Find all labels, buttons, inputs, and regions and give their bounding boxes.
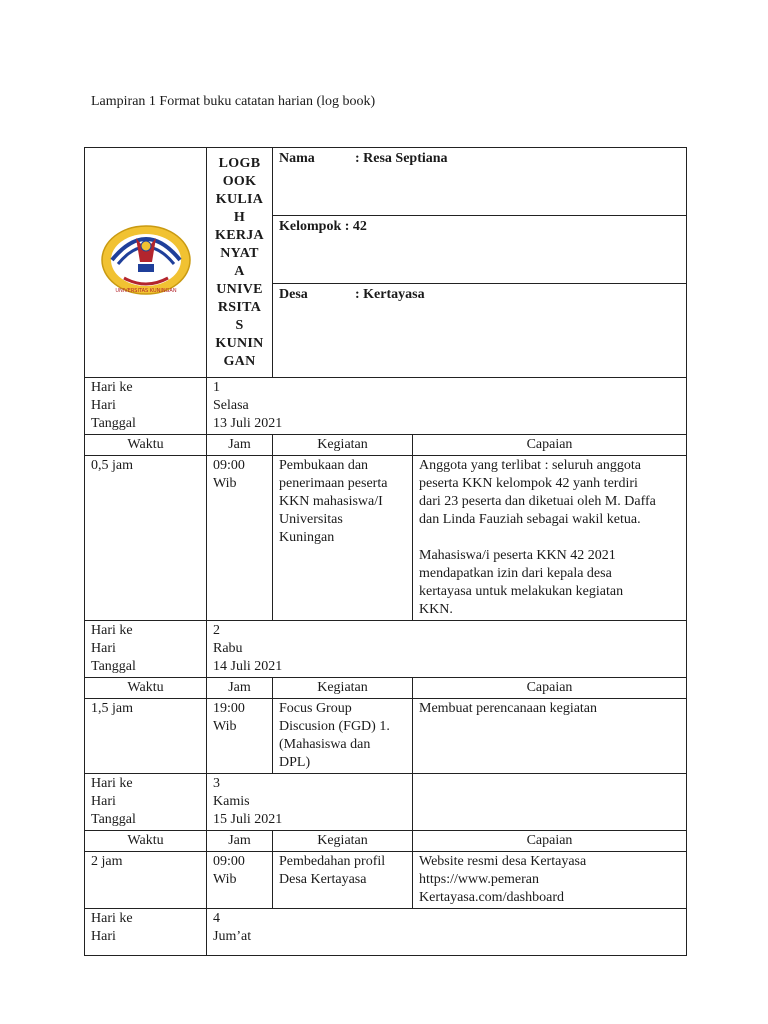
day-values: 4 Jum’at: [207, 909, 687, 956]
kelompok-label: Kelompok: [279, 219, 342, 234]
desa-value: : Kertayasa: [355, 287, 425, 302]
capaian-header: Capaian: [413, 435, 687, 456]
logo-ring-text: UNIVERSITAS KUNINGAN: [114, 287, 177, 294]
nama-value: : Resa Septiana: [355, 151, 448, 166]
column-header-row: [85, 678, 687, 699]
day-row: [85, 378, 687, 435]
day-labels: Hari ke Hari: [85, 909, 207, 956]
activity-row: [85, 852, 687, 909]
day-row: [85, 909, 687, 956]
waktu-value: 2 jam: [85, 852, 207, 909]
kegiatan-value: Pembukaan dan penerimaan peserta KKN mahasiswa/I Universitas Kuningan: [273, 456, 413, 621]
day-row: [85, 774, 687, 831]
desa-label: Desa: [279, 287, 308, 302]
activity-row: [85, 456, 687, 621]
desa-field: [273, 284, 687, 378]
capaian-header: Capaian: [413, 831, 687, 852]
capaian-header: Capaian: [413, 678, 687, 699]
day-values: 3 Kamis 15 Juli 2021: [207, 774, 413, 831]
day-values: 2 Rabu 14 Juli 2021: [207, 621, 687, 678]
jam-value: 19:00 Wib: [207, 699, 273, 774]
university-logo-cell: [85, 148, 207, 378]
day-labels: Hari ke Hari Tanggal: [85, 378, 207, 435]
kegiatan-header: Kegiatan: [273, 435, 413, 456]
jam-header: Jam: [207, 678, 273, 699]
waktu-header: Waktu: [85, 678, 207, 699]
kelompok-value: : 42: [344, 219, 367, 234]
capaian-value: Anggota yang terlibat : seluruh anggota peserta KKN kelompok 42 yanh terdiri dari 23 peserta dan diketuai oleh M. Daffa dan Linda Fauziah sebagai wakil ketua. Mahasiswa/i peserta KKN 42 2021 mendapatkan izin dari kepala desa kertayasa untuk melakukan kegiatan KKN.: [413, 456, 687, 621]
jam-header: Jam: [207, 435, 273, 456]
kegiatan-value: Focus Group Discusion (FGD) 1. (Mahasiswa dan DPL): [273, 699, 413, 774]
jam-value: 09:00 Wib: [207, 456, 273, 621]
logbook-title: LOGB OOK KULIA H KERJA NYAT A UNIVE RSITA S KUNIN GAN: [207, 148, 273, 378]
kegiatan-header: Kegiatan: [273, 678, 413, 699]
nama-field: [273, 148, 687, 216]
day-row: [85, 621, 687, 678]
kegiatan-value: Pembedahan profil Desa Kertayasa: [273, 852, 413, 909]
jam-value: 09:00 Wib: [207, 852, 273, 909]
university-logo: [94, 220, 198, 300]
page-caption: Lampiran 1 Format buku catatan harian (log book): [91, 94, 376, 109]
day-blank: [413, 774, 687, 831]
day-labels: Hari ke Hari Tanggal: [85, 621, 207, 678]
kegiatan-header: Kegiatan: [273, 831, 413, 852]
waktu-header: Waktu: [85, 435, 207, 456]
waktu-value: 1,5 jam: [85, 699, 207, 774]
day-values: 1 Selasa 13 Juli 2021: [207, 378, 687, 435]
kelompok-field: [273, 216, 687, 284]
day-labels: Hari ke Hari Tanggal: [85, 774, 207, 831]
waktu-header: Waktu: [85, 831, 207, 852]
jam-header: Jam: [207, 831, 273, 852]
waktu-value: 0,5 jam: [85, 456, 207, 621]
nama-label: Nama: [279, 151, 315, 166]
column-header-row: [85, 435, 687, 456]
capaian-value: Website resmi desa Kertayasa https://www.pemeran Kertayasa.com/dashboard: [413, 852, 687, 909]
column-header-row: [85, 831, 687, 852]
activity-row: [85, 699, 687, 774]
logbook-table: [84, 147, 687, 956]
capaian-value: Membuat perencanaan kegiatan: [413, 699, 687, 774]
